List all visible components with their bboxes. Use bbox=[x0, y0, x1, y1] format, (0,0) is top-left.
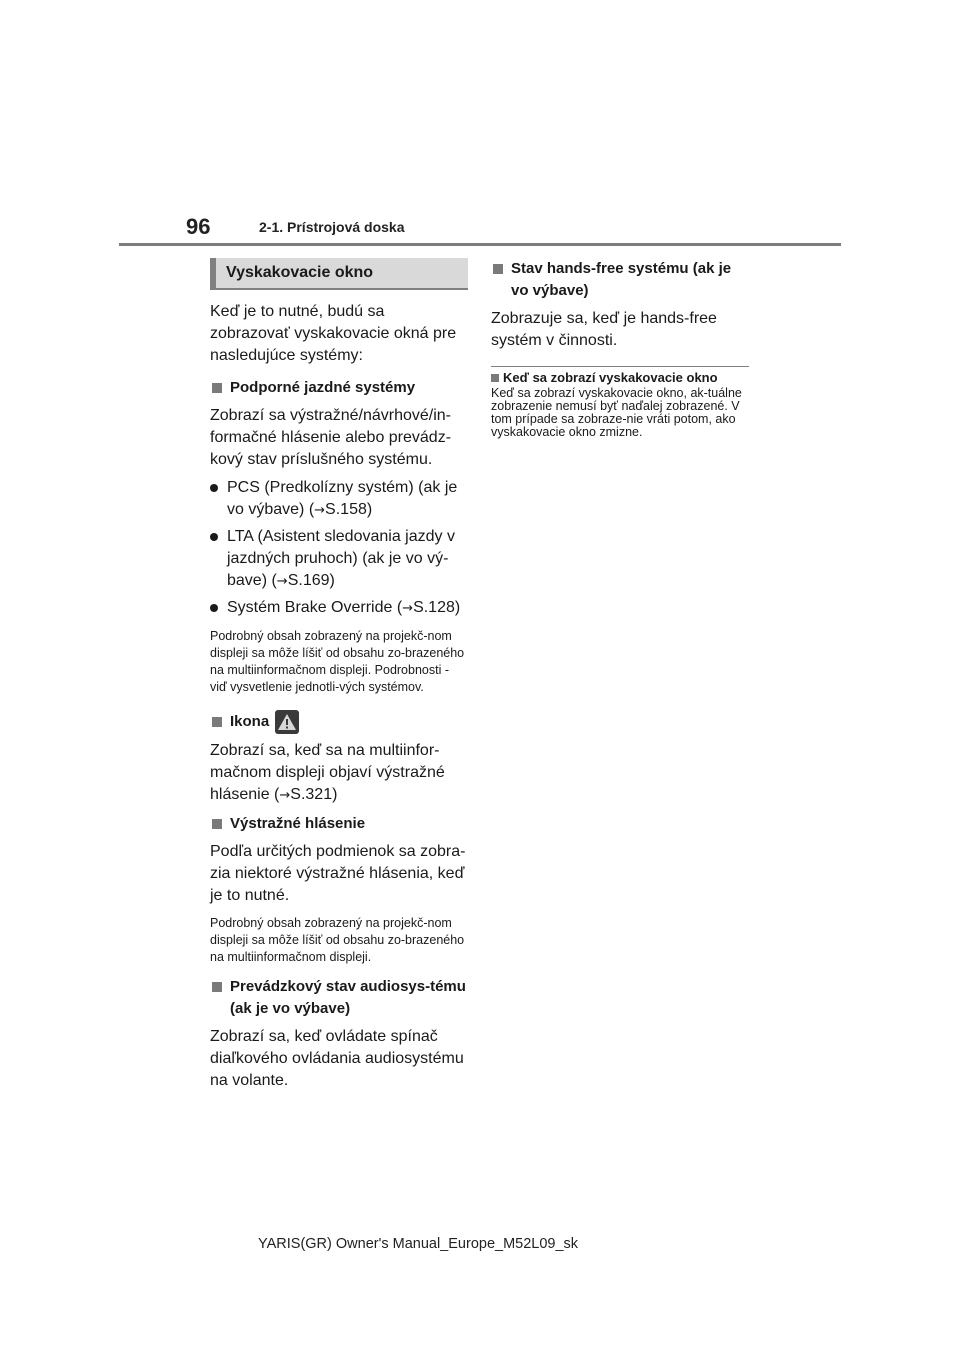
bullet-text: LTA (Asistent sledovania jazdy v jazdných pruhoch) (ak je vo vý-bave) ( bbox=[227, 528, 455, 589]
bullet-pcs bbox=[210, 477, 468, 522]
bullet-brake-override bbox=[210, 597, 468, 620]
note-projection-display-2: Podrobný obsah zobrazený na projekč-nom displeji sa môže líšiť od obsahu zo-brazeného na multiinformačnom displeji. bbox=[210, 916, 465, 964]
subheading-label: Ikona bbox=[230, 713, 270, 730]
square-bullet-icon bbox=[491, 374, 499, 382]
icon-text bbox=[210, 740, 468, 807]
left-column bbox=[210, 258, 468, 1092]
subheading-label: Stav hands-free systému (ak je vo výbave) bbox=[511, 260, 732, 299]
bullet-dot-icon bbox=[210, 484, 218, 492]
subheading-driving-support bbox=[210, 377, 468, 399]
right-column bbox=[491, 258, 749, 439]
subheading-icon bbox=[210, 710, 468, 734]
icon-text-body: Zobrazí sa, keď sa na multiinfor-mačnom displeji objaví výstražné hlásenie ( bbox=[210, 742, 445, 803]
subheading-warning-message bbox=[210, 813, 468, 835]
warning-message-text: Podľa určitých podmienok sa zobra-zia niektoré výstražné hlásenia, keď je to nutné. bbox=[210, 843, 466, 904]
arrow-icon: → bbox=[279, 788, 291, 803]
note-title-label: Keď sa zobrazí vyskakovacie okno bbox=[503, 370, 718, 385]
driving-support-text: Zobrazí sa výstražné/návrhové/in-formačné hlásenie alebo prevádz-kový stav príslušného systému. bbox=[210, 407, 452, 468]
arrow-icon: → bbox=[314, 503, 326, 518]
subheading-label: Podporné jazdné systémy bbox=[230, 379, 416, 396]
subheading-label: Výstražné hlásenie bbox=[230, 815, 366, 832]
note-projection-display: Podrobný obsah zobrazený na projekč-nom displeji sa môže líšiť od obsahu zo-brazeného na multiinformačnom displeji. Podrobnosti - viď vysvetlenie jednotli-vých systémov. bbox=[210, 629, 465, 694]
subheading-hands-free bbox=[491, 258, 749, 302]
popup-heading: Vyskakovacie okno bbox=[210, 258, 468, 290]
arrow-icon: → bbox=[276, 574, 288, 589]
square-bullet-icon bbox=[212, 383, 222, 393]
page-reference: S.128) bbox=[413, 599, 461, 616]
subheading-audio-status bbox=[210, 976, 468, 1020]
note-title bbox=[491, 370, 749, 386]
audio-status-text: Zobrazí sa, keď ovládate spínač diaľkového ovládania audiosystému na volante. bbox=[210, 1028, 464, 1089]
warning-icon bbox=[275, 710, 299, 734]
page-reference: S.158) bbox=[325, 501, 373, 518]
bullet-dot-icon bbox=[210, 533, 218, 541]
intro-text: Keď je to nutné, budú sa zobrazovať vyskakovacie okná pre nasledujúce systémy: bbox=[210, 303, 457, 364]
square-bullet-icon bbox=[493, 264, 503, 274]
bullet-lta bbox=[210, 526, 468, 593]
note-rule bbox=[491, 366, 749, 367]
square-bullet-icon bbox=[212, 819, 222, 829]
square-bullet-icon bbox=[212, 717, 222, 727]
section-title: 2-1. Prístrojová doska bbox=[259, 219, 405, 235]
arrow-icon: → bbox=[402, 601, 414, 616]
bullet-text: Systém Brake Override ( bbox=[227, 599, 403, 616]
bullet-text: PCS (Predkolízny systém) (ak je vo výbave) ( bbox=[227, 479, 458, 518]
header-rule bbox=[119, 243, 841, 246]
bullet-dot-icon bbox=[210, 604, 218, 612]
page-reference: S.321) bbox=[290, 786, 338, 803]
note-text: Keď sa zobrazí vyskakovacie okno, ak-tuálne zobrazenie nemusí byť naďalej zobrazené. V tom prípade sa zobraze-nie vráti potom, ako vyskakovacie okno zmizne. bbox=[491, 386, 742, 439]
subheading-label: Prevádzkový stav audiosys-tému (ak je vo výbave) bbox=[230, 978, 466, 1017]
footer: YARIS(GR) Owner's Manual_Europe_M52L09_sk bbox=[258, 1236, 579, 1252]
page-number: 96 bbox=[186, 214, 211, 239]
page-reference: S.169) bbox=[287, 572, 335, 589]
hands-free-text: Zobrazuje sa, keď je hands-free systém v činnosti. bbox=[491, 310, 717, 349]
square-bullet-icon bbox=[212, 982, 222, 992]
